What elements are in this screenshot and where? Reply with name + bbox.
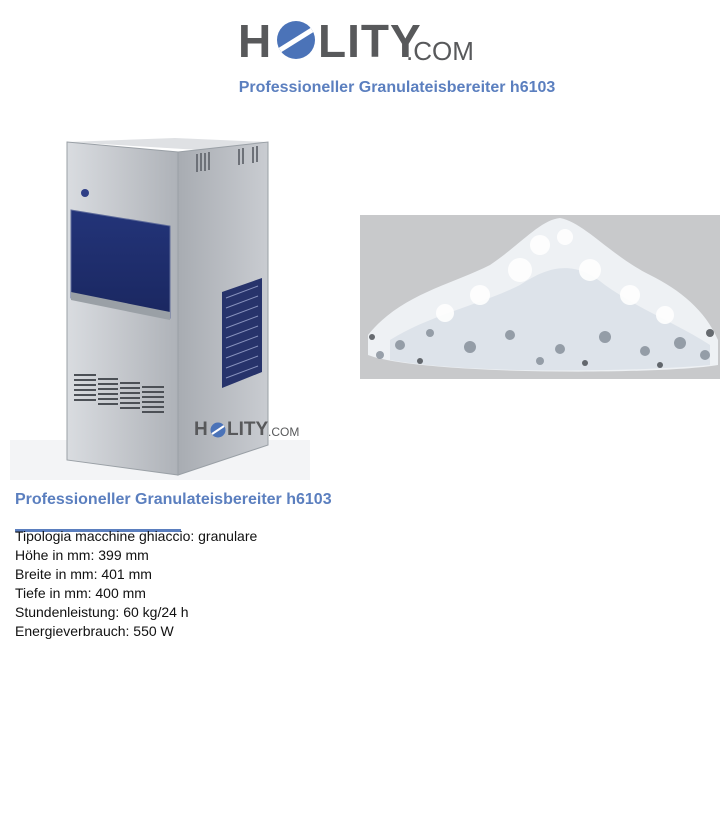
spec-power: Energieverbrauch: 550 W [15, 623, 174, 639]
spec-depth: Tiefe in mm: 400 mm [15, 585, 146, 601]
watermark-letter-h: H [194, 419, 208, 440]
page-title: Professioneller Granulateisbereiter h6103 [238, 79, 556, 96]
logo-dotcom: .COM [406, 36, 474, 66]
logo-letter-h: H [238, 15, 273, 67]
logo-o-icon [276, 20, 316, 60]
holity-logo[interactable] [238, 14, 488, 70]
watermark-logo [194, 419, 304, 443]
spec-type: Tipologia macchine ghiaccio: granulare [15, 528, 258, 544]
product-title: Professioneller Granulateisbereiter h6103 [15, 491, 332, 508]
watermark-letters-lity: LITY [227, 419, 269, 440]
spec-width: Breite in mm: 401 mm [15, 566, 152, 582]
spec-output: Stundenleistung: 60 kg/24 h [15, 604, 189, 620]
logo-letters-lity: LITY [318, 15, 422, 67]
spec-list [15, 527, 257, 641]
ice-image [360, 215, 720, 379]
watermark-o-icon [210, 422, 226, 438]
product-image [0, 120, 340, 480]
spec-height: Höhe in mm: 399 mm [15, 547, 149, 563]
watermark-dotcom: .COM [268, 425, 300, 439]
